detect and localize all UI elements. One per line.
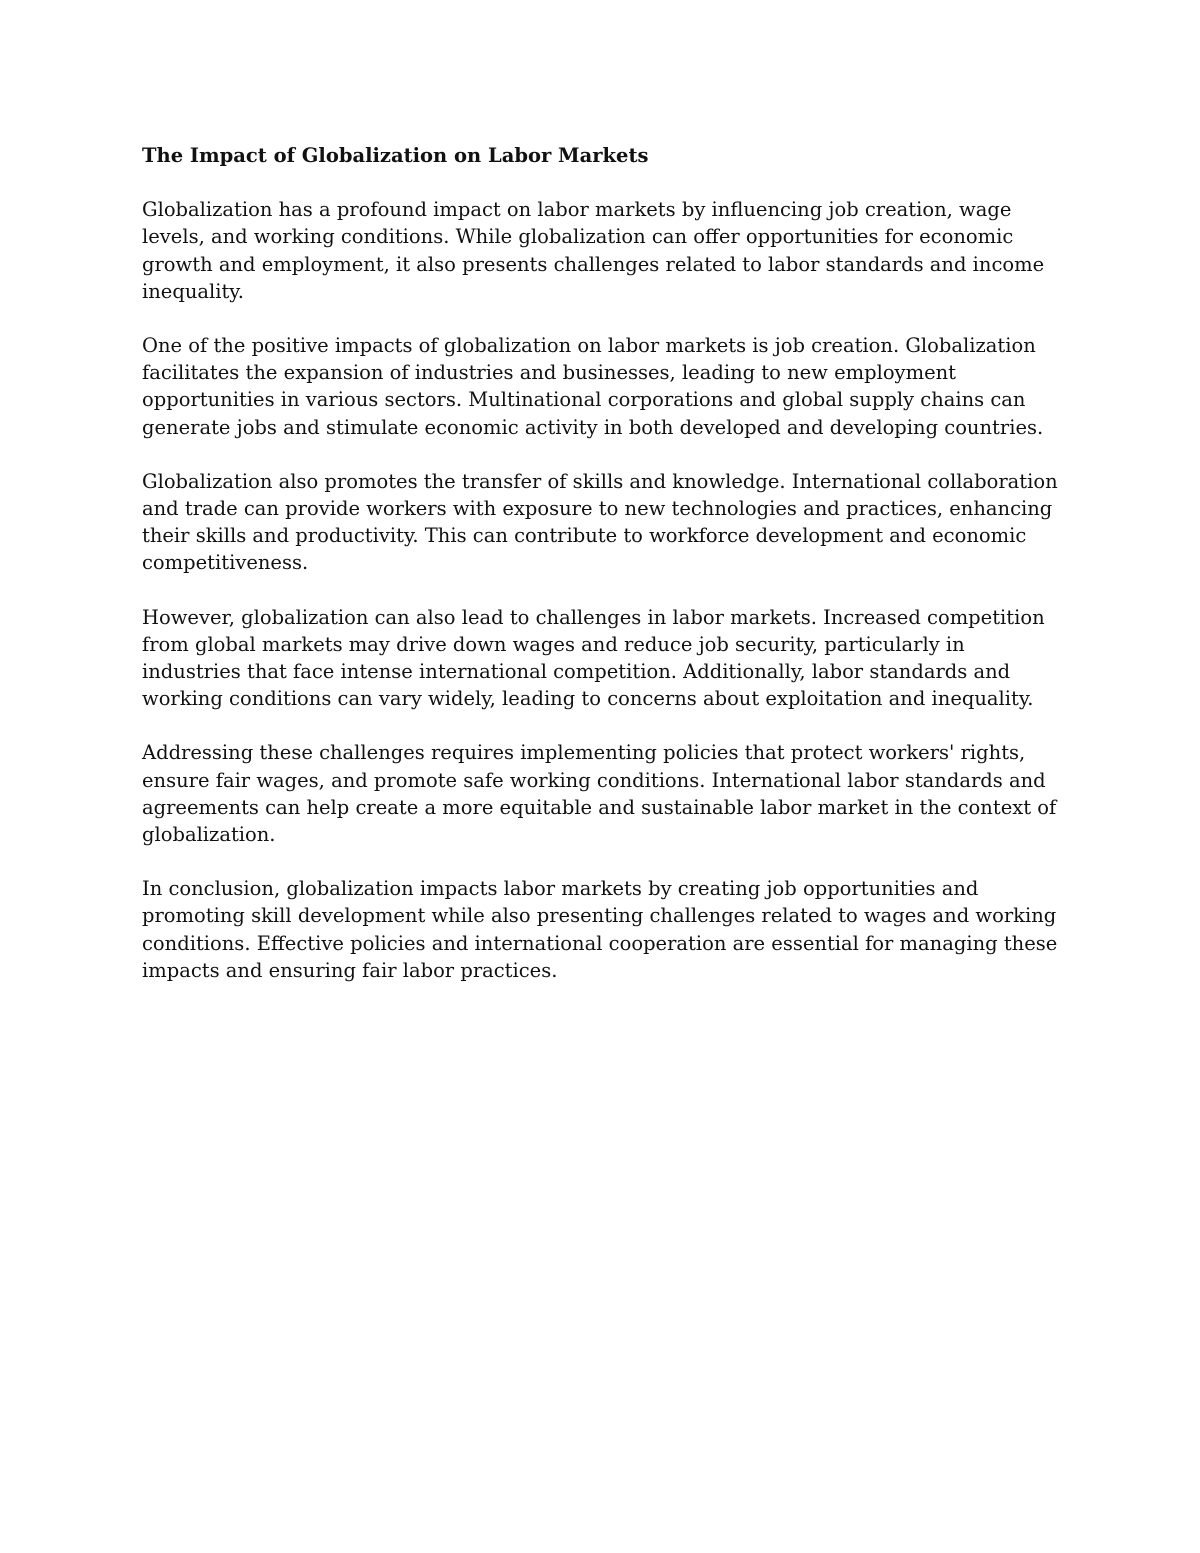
document-title: The Impact of Globalization on Labor Markets — [142, 144, 649, 167]
document-body — [142, 142, 1062, 1011]
paragraph-skills-transfer: Globalization also promotes the transfer of skills and knowledge. International collaboration and trade can provide workers with exposure to new technologies and practices, enhancing their skills and productivity. This can contribute to workforce development and economic competitiveness. — [142, 469, 1058, 575]
paragraph-intro: Globalization has a profound impact on labor markets by influencing job creation, wage levels, and working conditions. While globalization can offer opportunities for economic growth and employment, it also presents challenges related to labor standards and income inequality. — [142, 198, 1045, 303]
paragraph-policies: Addressing these challenges requires implementing policies that protect workers' rights, ensure fair wages, and promote safe working conditions. International labor standards and agreements can help create a more equitable and sustainable labor market in the context of globalization. — [142, 741, 1057, 847]
paragraph-conclusion: In conclusion, globalization impacts labor markets by creating job opportunities and promoting skill development while also presenting challenges related to wages and working conditions. Effective policies and international cooperation are essential for managing these impacts and ensuring fair labor practices. — [142, 877, 1058, 982]
paragraph-job-creation: One of the positive impacts of globalization on labor markets is job creation. Globalization facilitates the expansion of industries and businesses, leading to new employment opportunities in various sectors. Multinational corporations and global supply chains can generate jobs and stimulate economic activity in both developed and developing countries. — [142, 334, 1044, 439]
paragraph-challenges: However, globalization can also lead to challenges in labor markets. Increased competition from global markets may drive down wages and reduce job security, particularly in industries that face intense international competition. Additionally, labor standards and working conditions can vary widely, leading to concerns about exploitation and inequality. — [142, 605, 1045, 711]
